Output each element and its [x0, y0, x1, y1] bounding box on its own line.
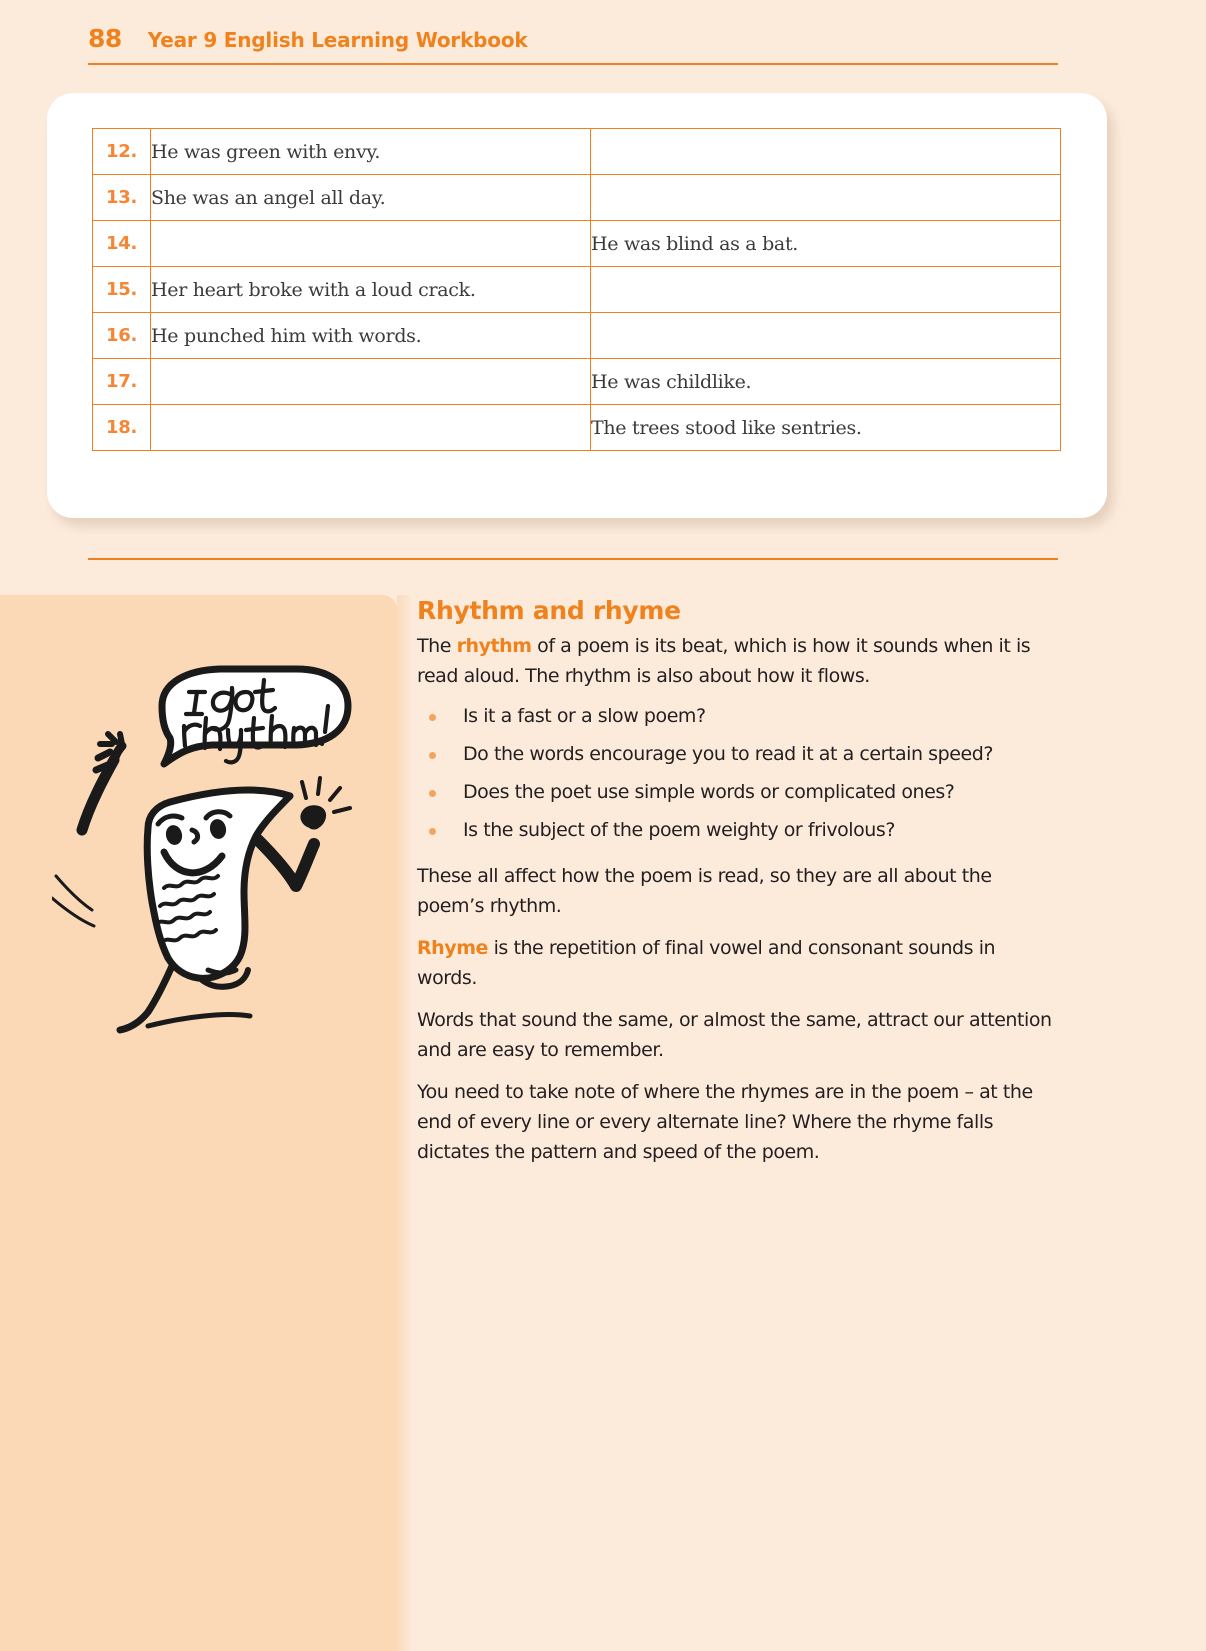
- table-row: [93, 221, 1061, 267]
- page-header: [0, 0, 1206, 68]
- header-content: [88, 24, 527, 53]
- table-row: [93, 405, 1061, 451]
- rhythm-and-rhyme-section: [417, 596, 1057, 1179]
- header-divider: [88, 63, 1058, 65]
- list-item: [417, 697, 1057, 735]
- section-heading: Rhythm and rhyme: [417, 596, 681, 625]
- keyword-rhythm: rhythm: [456, 635, 532, 657]
- list-item: [417, 811, 1057, 849]
- list-item-label: Is it a fast or a slow poem?: [463, 705, 706, 727]
- metaphor-cell[interactable]: [151, 405, 591, 451]
- list-item-label: Is the subject of the poem weighty or frivolous?: [463, 819, 895, 841]
- simile-cell[interactable]: He was childlike.: [591, 359, 1061, 405]
- bullet-dot-icon: [429, 828, 436, 835]
- list-item: [417, 773, 1057, 811]
- row-number: 12.: [93, 129, 151, 175]
- metaphor-cell[interactable]: He punched him with words.: [151, 313, 591, 359]
- metaphor-cell[interactable]: She was an angel all day.: [151, 175, 591, 221]
- paragraph-two: Words that sound the same, or almost the same, attract our attention and are easy to remember.: [417, 1009, 1052, 1061]
- rhyme-definition-paragraph: [417, 933, 1057, 993]
- simile-cell[interactable]: [591, 129, 1061, 175]
- intro-before: The: [417, 635, 457, 657]
- page-number: 88: [88, 24, 122, 53]
- bullet-dot-icon: [429, 752, 436, 759]
- metaphor-cell[interactable]: [151, 359, 591, 405]
- list-item-label: Do the words encourage you to read it at a certain speed?: [463, 743, 993, 765]
- simile-cell[interactable]: The trees stood like sentries.: [591, 405, 1061, 451]
- section-divider: [88, 558, 1058, 560]
- table-row: [93, 129, 1061, 175]
- bullet-dot-icon: [429, 790, 436, 797]
- rhyme-definition-text: is the repetition of final vowel and consonant sounds in words.: [417, 937, 996, 989]
- bullet-dot-icon: [429, 714, 436, 721]
- keyword-rhyme: Rhyme: [417, 937, 488, 959]
- row-number: 18.: [93, 405, 151, 451]
- dancing-paper-character-icon: [52, 640, 362, 1040]
- rhythm-question-list: [417, 697, 1057, 849]
- simile-cell[interactable]: He was blind as a bat.: [591, 221, 1061, 267]
- simile-cell[interactable]: [591, 267, 1061, 313]
- table-row: [93, 175, 1061, 221]
- list-item: [417, 735, 1057, 773]
- intro-after: of a poem is its beat, which is how it sounds when it is read aloud. The rhythm is also about how it flows.: [417, 635, 1031, 687]
- exercise-card: [47, 93, 1107, 518]
- book-title: Year 9 English Learning Workbook: [147, 28, 528, 52]
- row-number: 15.: [93, 267, 151, 313]
- row-number: 17.: [93, 359, 151, 405]
- table-row: [93, 313, 1061, 359]
- row-number: 14.: [93, 221, 151, 267]
- intro-paragraph: [417, 631, 1057, 691]
- table-row: [93, 267, 1061, 313]
- exercise-table: [92, 128, 1061, 451]
- list-item-label: Does the poet use simple words or complicated ones?: [463, 781, 955, 803]
- row-number: 16.: [93, 313, 151, 359]
- table-row: [93, 359, 1061, 405]
- row-number: 13.: [93, 175, 151, 221]
- after-bullets-paragraph: These all affect how the poem is read, so they are all about the poem’s rhythm.: [417, 865, 992, 917]
- metaphor-cell[interactable]: [151, 221, 591, 267]
- simile-cell[interactable]: [591, 313, 1061, 359]
- metaphor-cell[interactable]: Her heart broke with a loud crack.: [151, 267, 591, 313]
- simile-cell[interactable]: [591, 175, 1061, 221]
- paragraph-three: You need to take note of where the rhymes are in the poem – at the end of every line or every alternate line? Where the rhyme falls dictates the pattern and speed of the poem.: [417, 1081, 1033, 1163]
- metaphor-cell[interactable]: He was green with envy.: [151, 129, 591, 175]
